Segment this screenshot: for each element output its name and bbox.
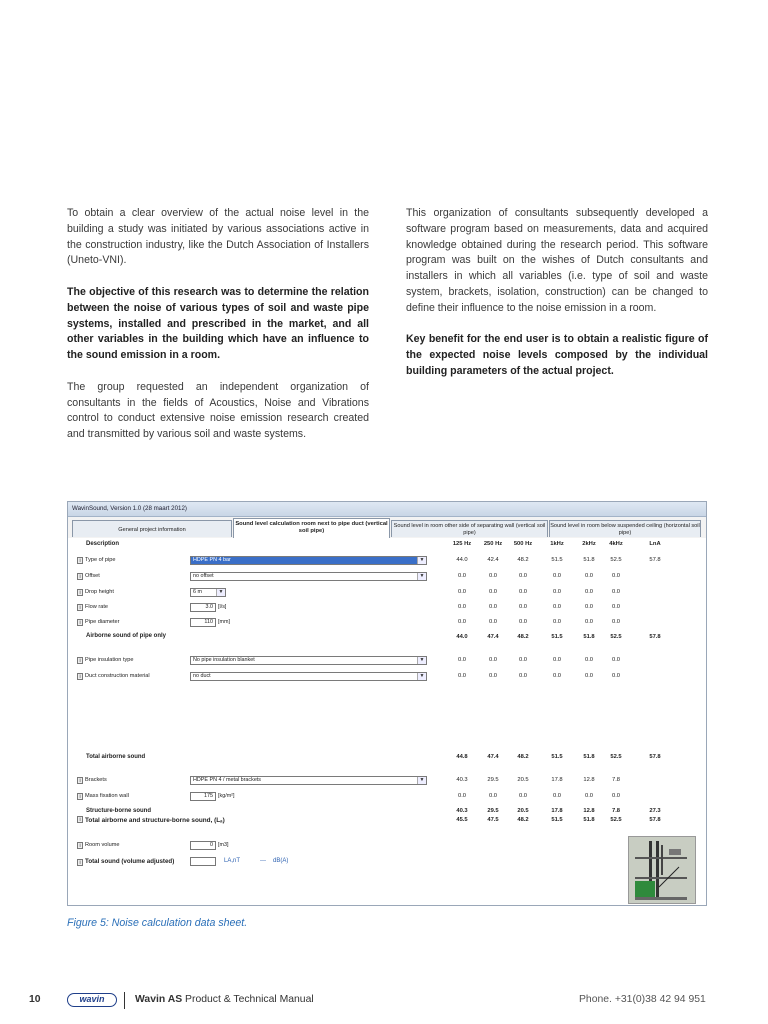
value-cell: 7.8	[611, 808, 621, 814]
chevron-down-icon[interactable]: ▼	[216, 589, 225, 596]
value-cell: 0.0	[457, 619, 467, 625]
value-cell: 29.5	[487, 808, 499, 814]
value-cell: 12.8	[583, 808, 595, 814]
freq-header-4k: 4kHz	[609, 541, 623, 547]
tab-bar	[68, 517, 706, 539]
value-cell: 0.0	[518, 573, 528, 579]
value-cell: 12.8	[583, 777, 595, 783]
mass-wall-input[interactable]: 175	[190, 792, 216, 801]
value-cell: 0.0	[488, 793, 498, 799]
duct-material-select[interactable]	[190, 672, 427, 681]
freq-header-500: 500 Hz	[513, 541, 533, 547]
app-screenshot	[67, 501, 707, 906]
row-label-pipe-insulation: Pipe insulation type	[85, 657, 134, 663]
value-cell: 51.5	[551, 817, 563, 823]
value-cell: 0.0	[552, 657, 562, 663]
value-cell: 0.0	[552, 673, 562, 679]
info-button[interactable]: i	[77, 777, 83, 784]
row-label-pipe-diameter: Pipe diameter	[85, 619, 120, 625]
chevron-down-icon[interactable]: ▼	[417, 573, 426, 580]
offset-select[interactable]	[190, 572, 427, 581]
flow-rate-input[interactable]: 3.0	[190, 603, 216, 612]
freq-header-250: 250 Hz	[483, 541, 503, 547]
info-button[interactable]: i	[77, 842, 83, 849]
value-cell: 0.0	[611, 573, 621, 579]
pipe-diameter-unit: [mm]	[218, 619, 230, 625]
key-benefit-paragraph: Key benefit for the end user is to obtain a realistic figure of the expected noise levels composed by the individual building parameters of the actual project.	[406, 333, 708, 377]
offset-value: no offset	[193, 573, 214, 579]
value-cell: 51.5	[551, 754, 563, 760]
software-paragraph: This organization of consultants subsequently developed a software program based on measurements, data and acquired knowledge obtained during the research period. This software program was built on the wishes of Dutch consultants and installers in which all variables (i.e. type of soil and waste system, brackets, isolation, construction) can be changed to define their influence to the noise emission in a room.	[406, 207, 708, 314]
value-cell: 57.8	[649, 754, 661, 760]
value-cell: 57.8	[649, 557, 661, 563]
brackets-value: HDPE PN 4 / metal brackets	[193, 777, 262, 783]
drop-height-value: 6 m	[193, 589, 202, 595]
left-text-column	[67, 206, 369, 459]
value-cell: 47.5	[487, 817, 499, 823]
value-cell: 0.0	[488, 573, 498, 579]
info-button[interactable]: i	[77, 604, 83, 611]
figure-caption: Figure 5: Noise calculation data sheet.	[67, 917, 248, 929]
total-airborne-label: Total airborne sound	[86, 754, 146, 760]
value-cell: 52.5	[610, 817, 622, 823]
value-cell: 0.0	[488, 657, 498, 663]
tab-room-below-ceiling[interactable]: Sound level in room below suspended ceiling (horizontal soil pipe)	[549, 520, 701, 537]
value-cell: 51.5	[551, 634, 563, 640]
value-cell: 48.2	[517, 557, 529, 563]
row-label-offset: Offset	[85, 573, 100, 579]
value-cell: 51.5	[551, 557, 563, 563]
chevron-down-icon[interactable]: ▼	[417, 777, 426, 784]
row-label-drop-height: Drop height	[85, 589, 114, 595]
group-paragraph: The group requested an independent organization of consultants in the fields of Acoustics, Noise and Vibrations control to conduct extensive noise emission research created and transmitted by various soil and waste systems.	[67, 380, 369, 441]
value-cell: 57.8	[649, 817, 661, 823]
footer-divider	[124, 992, 125, 1009]
duct-material-value: no duct	[193, 673, 211, 679]
value-cell: 20.5	[517, 777, 529, 783]
value-cell: 51.8	[583, 557, 595, 563]
row-label-brackets: Brackets	[85, 777, 107, 783]
value-cell: 0.0	[457, 793, 467, 799]
freq-header-lna: LnA	[649, 541, 661, 547]
tab-room-other-side-wall[interactable]: Sound level in room other side of separating wall (vertical soil pipe)	[391, 520, 548, 537]
total-sound-label: Total sound (volume adjusted)	[85, 858, 175, 865]
value-cell: 52.5	[610, 634, 622, 640]
value-cell: 0.0	[552, 619, 562, 625]
footer-phone: Phone. +31(0)38 42 94 951	[579, 994, 706, 1005]
room-volume-input[interactable]: 0	[190, 841, 216, 850]
value-cell: 0.0	[552, 604, 562, 610]
value-cell: 47.4	[487, 754, 499, 760]
value-cell: 0.0	[488, 604, 498, 610]
value-cell: 51.8	[583, 634, 595, 640]
value-cell: 44.8	[456, 754, 468, 760]
value-cell: 40.3	[456, 808, 468, 814]
type-of-pipe-value: HDPE PN 4 bar	[193, 557, 231, 563]
value-cell: 0.0	[488, 673, 498, 679]
structure-borne-label: Structure-borne sound	[86, 808, 152, 814]
wavin-logo: wavin	[67, 993, 117, 1007]
mass-wall-unit: [kg/m²]	[218, 793, 235, 799]
value-cell: 40.3	[456, 777, 468, 783]
value-cell: 0.0	[584, 619, 594, 625]
value-cell: 0.0	[457, 573, 467, 579]
info-button[interactable]: i	[77, 573, 83, 580]
value-cell: 29.5	[487, 777, 499, 783]
freq-header-125: 125 Hz	[452, 541, 472, 547]
objective-paragraph: The objective of this research was to determine the relation between the noise of various types of soil and waste pipe systems, installed and prescribed in the market, and all other variables in the building which have an influence to the sound emission in a room.	[67, 285, 369, 362]
value-cell: 0.0	[584, 604, 594, 610]
value-cell: 0.0	[611, 589, 621, 595]
value-cell: 20.5	[517, 808, 529, 814]
value-cell: 51.8	[583, 754, 595, 760]
value-cell: 0.0	[611, 673, 621, 679]
value-cell: 0.0	[518, 589, 528, 595]
right-text-column	[406, 206, 708, 396]
info-button[interactable]: i	[77, 557, 83, 564]
value-cell: 44.0	[456, 557, 468, 563]
info-button[interactable]: i	[77, 816, 83, 823]
airborne-pipe-label: Airborne sound of pipe only	[86, 633, 166, 639]
brackets-select[interactable]	[190, 776, 427, 785]
pipe-insulation-value: No pipe insulation blanket	[193, 657, 255, 663]
value-cell: 42.4	[487, 557, 499, 563]
value-cell: 44.0	[456, 634, 468, 640]
value-cell: 0.0	[584, 793, 594, 799]
value-cell: 0.0	[611, 619, 621, 625]
value-cell: 52.5	[610, 557, 622, 563]
value-cell: 57.8	[649, 634, 661, 640]
value-cell: 52.5	[610, 754, 622, 760]
info-button[interactable]: i	[77, 859, 83, 866]
calculation-panel	[68, 538, 706, 906]
page-number: 10	[29, 994, 41, 1005]
row-label-flow-rate: Flow rate	[85, 604, 109, 610]
info-button[interactable]: i	[77, 673, 83, 680]
value-cell: 0.0	[457, 604, 467, 610]
value-cell: 0.0	[584, 589, 594, 595]
pipe-diameter-input[interactable]: 110	[190, 618, 216, 627]
freq-header-2k: 2kHz	[582, 541, 596, 547]
value-cell: 17.8	[551, 777, 563, 783]
total-sound-dash: ---	[260, 858, 266, 864]
info-button[interactable]: i	[77, 657, 83, 664]
row-label-type-of-pipe: Type of pipe	[85, 557, 116, 563]
value-cell: 7.8	[611, 777, 621, 783]
value-cell: 0.0	[611, 793, 621, 799]
footer-manual: Product & Technical Manual	[185, 994, 314, 1005]
value-cell: 48.2	[517, 634, 529, 640]
info-button[interactable]: i	[77, 793, 83, 800]
value-cell: 27.3	[649, 808, 661, 814]
flow-rate-unit: [l/s]	[218, 604, 227, 610]
type-of-pipe-select[interactable]	[190, 556, 427, 565]
value-cell: 0.0	[488, 589, 498, 595]
value-cell: 0.0	[457, 673, 467, 679]
value-cell: 0.0	[518, 619, 528, 625]
tab-general-info[interactable]: General project information	[72, 520, 232, 537]
intro-paragraph: To obtain a clear overview of the actual noise level in the building a study was initiated by various associations active in the construction industry, like the Dutch Association of Installers (Uneto-VNI).	[67, 207, 369, 267]
chevron-down-icon[interactable]: ▼	[417, 657, 426, 664]
value-cell: 0.0	[611, 604, 621, 610]
value-cell: 45.5	[456, 817, 468, 823]
value-cell: 51.8	[583, 817, 595, 823]
info-button[interactable]: i	[77, 589, 83, 596]
la-nt-label: LA,nT	[224, 858, 241, 864]
pipe-insulation-select[interactable]	[190, 656, 427, 665]
footer-brand: Wavin AS	[135, 994, 183, 1005]
chevron-down-icon[interactable]: ▼	[417, 557, 426, 564]
total-sound-box	[190, 857, 216, 866]
value-cell: 0.0	[584, 573, 594, 579]
value-cell: 47.4	[487, 634, 499, 640]
chevron-down-icon[interactable]: ▼	[417, 673, 426, 680]
tab-room-next-to-duct[interactable]: Sound level calculation room next to pipe duct (vertical soil pipe)	[233, 518, 390, 538]
row-label-room-volume: Room volume	[85, 842, 120, 848]
row-label-mass-wall: Mass fixation wall	[85, 793, 129, 799]
value-cell: 0.0	[457, 589, 467, 595]
building-section-icon	[629, 837, 695, 903]
value-cell: 0.0	[518, 793, 528, 799]
room-volume-unit: [m3]	[218, 842, 229, 848]
footer-title	[135, 994, 314, 1005]
total-combined-label: Total airborne and structure-borne sound, (Lₐ)	[85, 817, 225, 824]
window-title: WavinSound, Version 1.0 (28 maart 2012)	[68, 502, 706, 517]
value-cell: 0.0	[584, 657, 594, 663]
building-diagram-thumbnail	[628, 836, 696, 904]
value-cell: 48.2	[517, 817, 529, 823]
db-unit-label: dB(A)	[273, 858, 289, 864]
value-cell: 0.0	[518, 604, 528, 610]
freq-header-1k: 1kHz	[550, 541, 564, 547]
value-cell: 0.0	[552, 589, 562, 595]
value-cell: 48.2	[517, 754, 529, 760]
value-cell: 0.0	[584, 673, 594, 679]
row-label-duct-material: Duct construction material	[85, 673, 150, 679]
description-header: Description	[86, 541, 120, 547]
info-button[interactable]: i	[77, 619, 83, 626]
value-cell: 0.0	[611, 657, 621, 663]
value-cell: 0.0	[552, 573, 562, 579]
value-cell: 0.0	[518, 673, 528, 679]
value-cell: 0.0	[457, 657, 467, 663]
value-cell: 0.0	[488, 619, 498, 625]
value-cell: 0.0	[552, 793, 562, 799]
drop-height-select[interactable]	[190, 588, 226, 597]
value-cell: 17.8	[551, 808, 563, 814]
value-cell: 0.0	[518, 657, 528, 663]
